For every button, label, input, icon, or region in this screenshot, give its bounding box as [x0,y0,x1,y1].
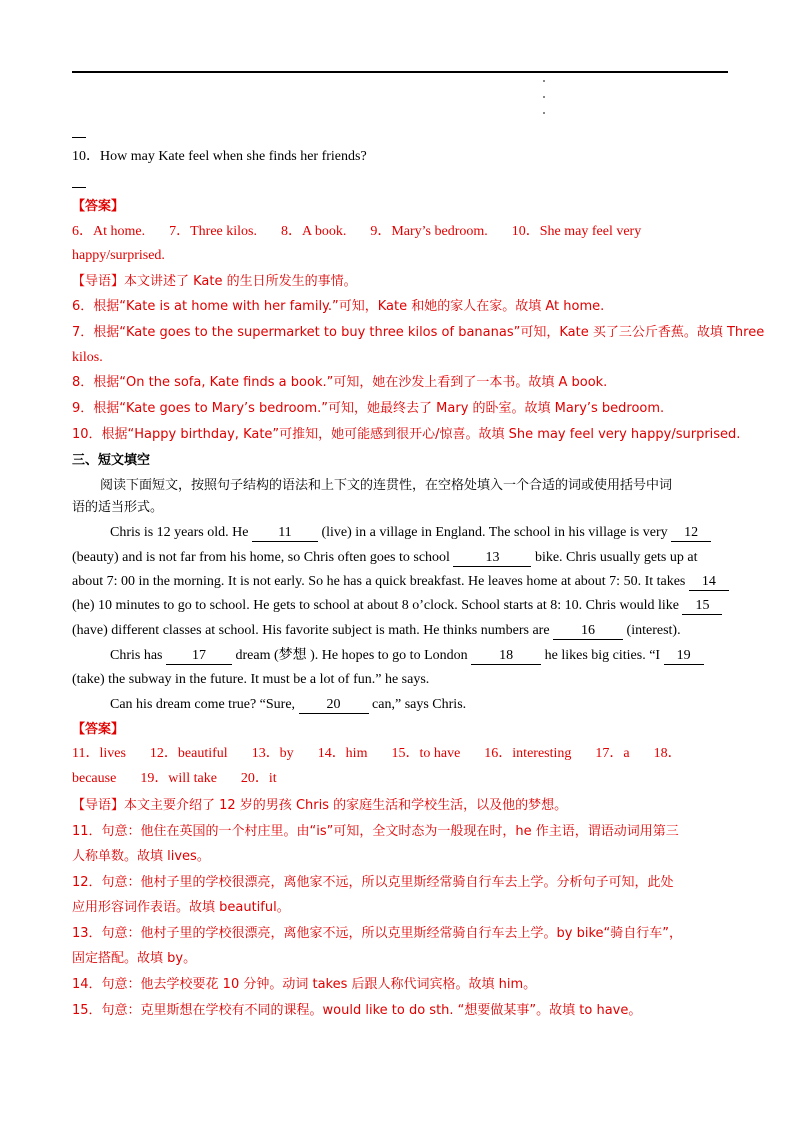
blank-16: 16 [553,623,623,640]
passage-line: (he) 10 minutes to go to school. He gets to school at about 8 o’clock. School starts at 8: 10. Chris would like 15 [72,596,732,616]
explain-7: 7．根据“Kate goes to the supermarket to buy three kilos of bananas”可知，Kate 买了三公斤香蕉。故填 Three [72,325,765,340]
answer-18-cont: because [72,771,117,786]
blank-18: 18 [471,648,541,665]
passage-line: Chris has 17 dream (梦想 ). He hopes to go to London 18 he likes big cities. “I 19 [110,646,770,666]
blank-20: 20 [299,697,369,714]
answer-10-cont: happy/surprised. [72,248,165,263]
blank-11: 11 [252,525,318,542]
answer-8: 8．A book. [280,224,347,239]
answer-20: 20．it [240,771,277,786]
explain-11-cont: 人称单数。故填 lives。 [72,849,210,864]
explain-15: 15．句意：克里斯想在学校有不同的课程。would like to do sth. “想要做某事”。故填 to have。 [72,1003,642,1018]
explain-14: 14．句意：他去学校要花 10 分钟。动词 takes 后跟人称代词宾格。故填 him。 [72,977,537,992]
passage-line: (take) the subway in the future. It must be a lot of fun.” he says. [72,672,430,687]
explain-10: 10．根据“Happy birthday, Kate”可推知，她可能感到很开心/惊喜。故填 She may feel very happy/surprised. [72,427,741,442]
explain-13-cont: 固定搭配。故填 by。 [72,951,197,966]
explain-8: 8．根据“On the sofa, Kate finds a book.”可知，她在沙发上看到了一本书。故填 A book. [72,375,608,390]
answer-list-11-18 [72,744,732,764]
answer-6: 6．At home. [72,224,146,239]
answer-11: 11．lives [72,746,126,761]
section-heading: 三、短文填空 [72,453,151,468]
guide-intro: 【导语】本文主要介绍了 12 岁的男孩 Chris 的家庭生活和学校生活，以及他的梦想。 [72,798,568,813]
blank-15: 15 [682,598,722,615]
passage-line: about 7: 00 in the morning. It is not early. So he has a quick breakfast. He leaves home at about 7: 50. It takes 14 [72,572,732,592]
guide-intro: 【导语】本文讲述了 Kate 的生日所发生的事情。 [72,274,357,289]
explain-11: 11．句意：他住在英国的一个村庄里。由“is”可知，全文时态为一般现在时，he 作主语，谓语动词用第三 [72,824,679,839]
answer-line-dash [72,137,86,138]
blank-12: 12 [671,525,711,542]
explain-6: 6．根据“Kate is at home with her family.”可知，Kate 和她的家人在家。故填 At home. [72,299,605,314]
blank-19: 19 [664,648,704,665]
instructions: 阅读下面短文，按照句子结构的语法和上下文的连贯性，在空格处填入一个合适的词或使用括号中词 [100,478,673,493]
answer-17: 17．a [595,746,630,761]
explain-9: 9．根据“Kate goes to Mary’s bedroom.”可知，她最终去了 Mary 的卧室。故填 Mary’s bedroom. [72,401,665,416]
answer-line-dash [72,187,86,188]
blank-13: 13 [453,550,531,567]
explain-7-cont: kilos. [72,350,103,365]
passage-line: Chris is 12 years old. He 11 (live) in a village in England. The school in his village is very 12 [110,523,770,543]
answer-9: 9．Mary’s bedroom. [370,224,488,239]
answer-19: 19．will take [140,771,217,786]
explain-13: 13．句意：他村子里的学校很漂亮，离他家不远，所以克里斯经常骑自行车去上学。by bike“骑自行车”， [72,926,683,941]
explain-12: 12．句意：他村子里的学校很漂亮，离他家不远，所以克里斯经常骑自行车去上学。分析句子可知，此处 [72,875,674,890]
passage-line: (beauty) and is not far from his home, so Chris often goes to school 13 bike. Chris usually gets up at [72,550,698,565]
answer-12: 12．beautiful [149,746,228,761]
answer-list-18-20 [72,769,732,789]
header-rule [72,71,728,73]
answer-list-6-10 [72,222,732,242]
answer-14: 14．him [317,746,368,761]
blank-14: 14 [689,574,729,591]
answer-13: 13．by [251,746,294,761]
answer-label: 【答案】 [72,199,125,214]
instructions-cont: 语的适当形式。 [72,500,164,515]
answer-7: 7．Three kilos. [169,224,257,239]
answer-18: 18． [653,746,682,761]
answer-label: 【答案】 [72,722,125,737]
answer-16: 16．interesting [484,746,572,761]
margin-dots [541,80,547,128]
answer-10: 10．She may feel very [511,224,642,239]
passage-line: (have) different classes at school. His favorite subject is math. He thinks numbers are 16 (interest). [72,623,681,638]
answer-15: 15．to have [391,746,461,761]
passage-line: Can his dream come true? “Sure, 20 can,” says Chris. [110,697,467,712]
explain-12-cont: 应用形容词作表语。故填 beautiful。 [72,900,290,915]
question-10: 10．How may Kate feel when she finds her friends? [72,149,367,164]
blank-17: 17 [166,648,232,665]
